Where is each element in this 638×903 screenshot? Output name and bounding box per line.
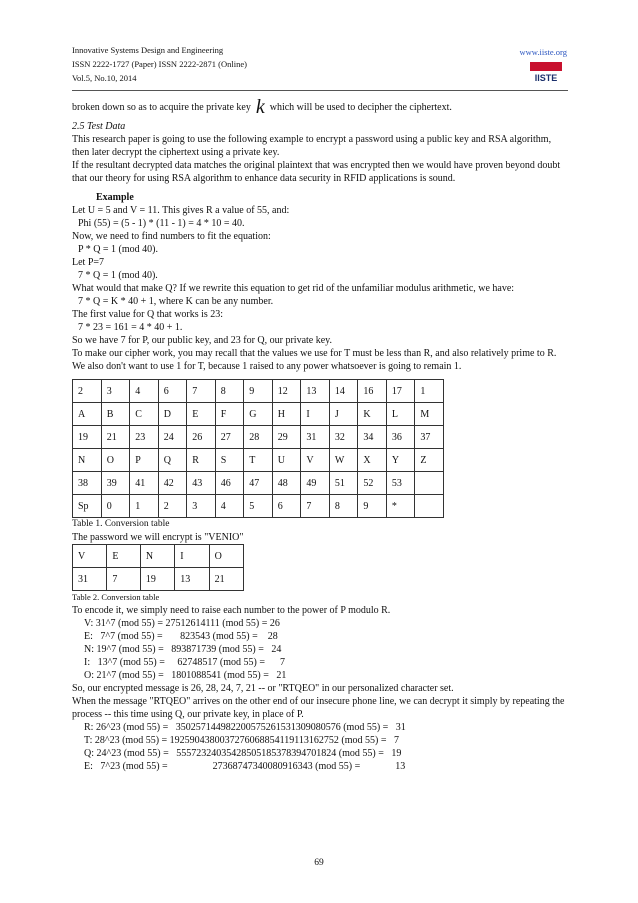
table-cell: B bbox=[101, 403, 130, 426]
table-cell: 1 bbox=[130, 495, 159, 518]
table-cell: 2 bbox=[73, 380, 102, 403]
table-cell: 19 bbox=[73, 426, 102, 449]
example-line: 7 * Q = 1 (mod 40). bbox=[78, 270, 158, 281]
table-cell: 6 bbox=[158, 380, 187, 403]
table-cell: Y bbox=[386, 449, 415, 472]
table-cell: V bbox=[301, 449, 330, 472]
table-cell: 49 bbox=[301, 472, 330, 495]
table-cell: 32 bbox=[329, 426, 358, 449]
table-cell: Sp bbox=[73, 495, 102, 518]
example-line: 7 * 23 = 161 = 4 * 40 + 1. bbox=[78, 322, 183, 333]
calculation-line: I: 13^7 (mod 55) = 62748517 (mod 55) = 7 bbox=[84, 657, 285, 668]
table-cell: * bbox=[386, 495, 415, 518]
table-cell: 37 bbox=[415, 426, 444, 449]
paragraph-2: If the resultant decrypted data matches the original plaintext that was encrypted then we would have proven beyond doubt that our theory for using RSA algorithm to enhance data security in RFID applications is sound. bbox=[72, 160, 561, 184]
example-line: Let U = 5 and V = 11. This gives R a value of 55, and: bbox=[72, 205, 290, 216]
table-cell: J bbox=[329, 403, 358, 426]
encode-intro: To encode it, we simply need to raise each number to the power of P modulo R. bbox=[72, 605, 391, 616]
section-title: 2.5 Test Data bbox=[72, 121, 126, 132]
table-cell: 31 bbox=[73, 568, 107, 591]
table-cell: 23 bbox=[130, 426, 159, 449]
table-cell: 3 bbox=[101, 380, 130, 403]
table-cell: 5 bbox=[244, 495, 273, 518]
table-cell: 12 bbox=[272, 380, 301, 403]
table-cell: F bbox=[215, 403, 244, 426]
table-cell: V bbox=[73, 545, 107, 568]
table-cell: 16 bbox=[358, 380, 387, 403]
example-heading: Example bbox=[96, 192, 134, 203]
table-cell: 21 bbox=[209, 568, 243, 591]
calculation-line: N: 19^7 (mod 55) = 893871739 (mod 55) = 24 bbox=[84, 644, 282, 655]
page-number: 69 bbox=[314, 858, 324, 868]
table-cell: 34 bbox=[358, 426, 387, 449]
iiste-logo bbox=[530, 62, 562, 84]
calculation-line: V: 31^7 (mod 55) = 27512614111 (mod 55) = 26 bbox=[84, 618, 280, 629]
table-cell: 8 bbox=[215, 380, 244, 403]
example-line: P * Q = 1 (mod 40). bbox=[78, 244, 158, 255]
table-cell: 4 bbox=[215, 495, 244, 518]
table-cell: 13 bbox=[301, 380, 330, 403]
example-line: The first value for Q that works is 23: bbox=[72, 309, 224, 320]
volume-line: Vol.5, No.10, 2014 bbox=[72, 73, 137, 83]
table-cell: 28 bbox=[244, 426, 273, 449]
calculation-line: R: 26^23 (mod 55) = 350257144982200575261531309080576 (mod 55) = 31 bbox=[84, 722, 406, 733]
table-cell: 2 bbox=[158, 495, 187, 518]
table-cell: X bbox=[358, 449, 387, 472]
table-cell: G bbox=[244, 403, 273, 426]
header-divider bbox=[72, 90, 568, 91]
journal-url-link[interactable]: www.iiste.org bbox=[519, 47, 567, 57]
table-cell: 47 bbox=[244, 472, 273, 495]
table-2-intro: The password we will encrypt is "VENIO" bbox=[72, 532, 244, 543]
table-cell bbox=[415, 495, 444, 518]
table-row bbox=[73, 568, 244, 591]
table-row bbox=[73, 472, 444, 495]
calculation-line: E: 7^7 (mod 55) = 823543 (mod 55) = 28 bbox=[84, 631, 278, 642]
table-cell: 0 bbox=[101, 495, 130, 518]
table-cell: 7 bbox=[187, 380, 216, 403]
example-line: Let P=7 bbox=[72, 257, 105, 268]
table-cell: Z bbox=[415, 449, 444, 472]
table-cell: U bbox=[272, 449, 301, 472]
table-cell: 4 bbox=[130, 380, 159, 403]
conversion-table-1 bbox=[72, 379, 444, 518]
table-cell: Q bbox=[158, 449, 187, 472]
calculation-line: O: 21^7 (mod 55) = 1801088541 (mod 55) = 21 bbox=[84, 670, 287, 681]
table-cell: 52 bbox=[358, 472, 387, 495]
conversion-table-2 bbox=[72, 544, 244, 591]
table-cell: 31 bbox=[301, 426, 330, 449]
table-cell: R bbox=[187, 449, 216, 472]
intro-after: which will be used to decipher the ciphertext. bbox=[269, 102, 452, 113]
table-cell: 17 bbox=[386, 380, 415, 403]
table-1-caption: Table 1. Conversion table bbox=[72, 519, 170, 529]
table-row bbox=[73, 380, 444, 403]
table-cell: 27 bbox=[215, 426, 244, 449]
table-cell: I bbox=[301, 403, 330, 426]
table-cell: M bbox=[415, 403, 444, 426]
table-cell: 3 bbox=[187, 495, 216, 518]
table-2-caption: Table 2. Conversion table bbox=[72, 592, 160, 602]
table-cell: 51 bbox=[329, 472, 358, 495]
table-row bbox=[73, 403, 444, 426]
after-encode-1: So, our encrypted message is 26, 28, 24, 7, 21 -- or "RTQEO" in our personalized character set. bbox=[72, 683, 454, 694]
table-cell: P bbox=[130, 449, 159, 472]
private-key-symbol: k bbox=[255, 96, 265, 118]
table-cell: N bbox=[73, 449, 102, 472]
table-cell: 13 bbox=[175, 568, 209, 591]
paragraph-1: This research paper is going to use the following example to encrypt a password using a public key and RSA algorithm, then later decrypt the ciphertext using a private key. bbox=[72, 134, 552, 158]
table-cell: O bbox=[209, 545, 243, 568]
table-row bbox=[73, 545, 244, 568]
example-line: Now, we need to find numbers to fit the equation: bbox=[72, 231, 271, 242]
table-cell: S bbox=[215, 449, 244, 472]
issn-line: ISSN 2222-1727 (Paper) ISSN 2222-2871 (Online) bbox=[72, 59, 247, 69]
table-cell: 24 bbox=[158, 426, 187, 449]
table-cell: 7 bbox=[301, 495, 330, 518]
table-cell: 21 bbox=[101, 426, 130, 449]
table-cell: 8 bbox=[329, 495, 358, 518]
example-line: Phi (55) = (5 - 1) * (11 - 1) = 4 * 10 = 40. bbox=[78, 218, 245, 229]
table-cell: I bbox=[175, 545, 209, 568]
encode-calculations bbox=[72, 617, 569, 682]
table-cell: T bbox=[244, 449, 273, 472]
page-content bbox=[72, 96, 569, 773]
table-cell: 14 bbox=[329, 380, 358, 403]
table-cell: 43 bbox=[187, 472, 216, 495]
table-cell: 39 bbox=[101, 472, 130, 495]
table-cell: 9 bbox=[244, 380, 273, 403]
table-cell: 48 bbox=[272, 472, 301, 495]
table-cell: 46 bbox=[215, 472, 244, 495]
table-cell: W bbox=[329, 449, 358, 472]
table-cell: A bbox=[73, 403, 102, 426]
table-cell: E bbox=[107, 545, 140, 568]
table-cell: 1 bbox=[415, 380, 444, 403]
table-row bbox=[73, 426, 444, 449]
table-cell: N bbox=[140, 545, 174, 568]
table-cell: C bbox=[130, 403, 159, 426]
table-row bbox=[73, 449, 444, 472]
table-cell: 42 bbox=[158, 472, 187, 495]
table-cell: 7 bbox=[107, 568, 140, 591]
table-cell: E bbox=[187, 403, 216, 426]
table-cell: H bbox=[272, 403, 301, 426]
table-cell: 36 bbox=[386, 426, 415, 449]
table-cell: 53 bbox=[386, 472, 415, 495]
table-cell: 29 bbox=[272, 426, 301, 449]
table-cell: D bbox=[158, 403, 187, 426]
calculation-line: T: 28^23 (mod 55) = 1925904380037276068854119113162752 (mod 55) = 7 bbox=[84, 735, 399, 746]
logo-text: IISTE bbox=[534, 73, 558, 83]
table-cell: 38 bbox=[73, 472, 102, 495]
table-cell: O bbox=[101, 449, 130, 472]
table-cell bbox=[415, 472, 444, 495]
table-cell: L bbox=[386, 403, 415, 426]
table-cell: K bbox=[358, 403, 387, 426]
calculation-line: E: 7^23 (mod 55) = 27368747340080916343 (mod 55) = 13 bbox=[84, 761, 406, 772]
example-line: What would that make Q? If we rewrite this equation to get rid of the unfamiliar modulus arithmetic, we have: bbox=[72, 283, 515, 294]
table-cell: 19 bbox=[140, 568, 174, 591]
intro-line bbox=[72, 96, 569, 118]
calculation-line: Q: 24^23 (mod 55) = 55572324035428505185378394701824 (mod 55) = 19 bbox=[84, 748, 402, 759]
journal-name: Innovative Systems Design and Engineering bbox=[72, 45, 224, 55]
table-cell: 9 bbox=[358, 495, 387, 518]
table-cell: 41 bbox=[130, 472, 159, 495]
decode-calculations bbox=[72, 721, 569, 773]
example-line: To make our cipher work, you may recall that the values we use for T must be less than R, and also relatively prime to R. We also don't want to use 1 for T, because 1 raised to any power whatsoever is going to remain 1. bbox=[72, 348, 557, 372]
table-row bbox=[73, 495, 444, 518]
after-encode-2: When the message "RTQEO" arrives on the other end of our insecure phone line, we can decrypt it simply by repeating the process -- this time using Q, our private key, in place of P. bbox=[72, 696, 565, 720]
table-cell: 6 bbox=[272, 495, 301, 518]
intro-before: broken down so as to acquire the private key bbox=[72, 102, 251, 113]
example-line: So we have 7 for P, our public key, and 23 for Q, our private key. bbox=[72, 335, 333, 346]
table-cell: 26 bbox=[187, 426, 216, 449]
example-line: 7 * Q = K * 40 + 1, where K can be any number. bbox=[78, 296, 274, 307]
